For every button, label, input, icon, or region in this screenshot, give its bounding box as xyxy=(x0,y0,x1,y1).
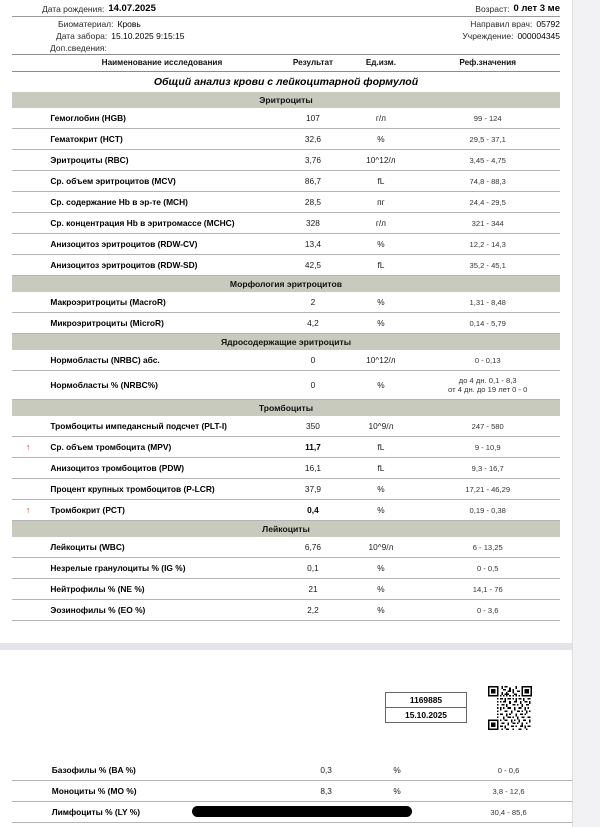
results-table-head xyxy=(12,55,560,72)
table-row xyxy=(12,171,560,192)
table-row xyxy=(12,213,560,234)
patient-meta-block xyxy=(0,0,572,54)
analyte-name: Лимфоциты % (LY %) xyxy=(46,802,291,823)
analyte-reference-range: 0 - 0,13 xyxy=(415,350,560,371)
analyte-reference-range: 29,5 - 37,1 xyxy=(415,129,560,150)
analyte-reference-range: 24,4 - 29,5 xyxy=(415,192,560,213)
table-row xyxy=(12,292,560,313)
analyte-reference-range: 0,14 - 5,79 xyxy=(415,313,560,334)
table-row xyxy=(12,437,560,458)
analyte-result: 2 xyxy=(280,292,347,313)
analyte-unit: fL xyxy=(346,255,415,276)
analyte-unit: % xyxy=(361,760,433,781)
analyte-name: Микроэритроциты (MicroR) xyxy=(44,313,279,334)
results-table-wrapper xyxy=(0,54,572,621)
table-row xyxy=(12,255,560,276)
analyte-name: Анизоцитоз тромбоцитов (PDW) xyxy=(44,458,279,479)
analyte-name: Макроэритроциты (MacroR) xyxy=(44,292,279,313)
referring-doctor-label: Направил врач: xyxy=(470,19,533,29)
analyte-name: Анизоцитоз эритроцитов (RDW-SD) xyxy=(44,255,279,276)
analyte-result: 3,76 xyxy=(280,150,347,171)
flag-cell xyxy=(12,171,44,192)
section-header-row xyxy=(12,334,560,351)
flag-cell xyxy=(12,129,44,150)
analyte-unit: % xyxy=(346,600,415,621)
section-header-label: Эритроциты xyxy=(12,92,560,108)
table-row xyxy=(12,192,560,213)
table-row xyxy=(12,781,584,802)
result-column-header: Результат xyxy=(280,55,347,72)
birthdate-value: 14.07.2025 xyxy=(108,3,156,14)
analyte-reference-range: 247 - 580 xyxy=(415,416,560,437)
birthdate-label: Дата рождения: xyxy=(42,4,105,14)
analyte-result: 350 xyxy=(280,416,347,437)
analyte-result: 107 xyxy=(280,108,347,129)
analyte-name: Эозинофилы % (EO %) xyxy=(44,600,279,621)
analyte-name: Нейтрофилы % (NE %) xyxy=(44,579,279,600)
analyte-name: Нормобласты (NRBC) абс. xyxy=(44,350,279,371)
table-row xyxy=(12,458,560,479)
institution-label: Учреждение: xyxy=(462,31,514,41)
analyte-result: 37,9 xyxy=(280,479,347,500)
section-header-row xyxy=(12,92,560,108)
analyte-result: 28,5 xyxy=(280,192,347,213)
flag-cell xyxy=(12,108,44,129)
analyte-reference-range: 30,4 - 85,6 xyxy=(433,802,584,823)
meta-row-collection-date xyxy=(12,30,560,42)
analyte-reference-range: 14,1 - 76 xyxy=(415,579,560,600)
analyte-unit: % xyxy=(346,500,415,521)
table-row xyxy=(12,479,560,500)
report-title-row xyxy=(12,72,560,93)
analyte-reference-range: 9 - 10,9 xyxy=(415,437,560,458)
analyte-reference-range: 0 - 0,6 xyxy=(433,760,584,781)
analyte-name: Эритроциты (RBC) xyxy=(44,150,279,171)
analyte-result: 8,3 xyxy=(291,781,361,802)
unit-column-header: Ед.изм. xyxy=(346,55,415,72)
analyte-result: 42,5 xyxy=(280,255,347,276)
qr-code xyxy=(488,686,532,730)
analyte-unit: fL xyxy=(346,437,415,458)
flag-cell xyxy=(12,600,44,621)
column-header-row xyxy=(12,55,560,72)
results-table-body xyxy=(12,72,560,621)
biomaterial-label: Биоматериал: xyxy=(58,19,114,29)
flag-cell xyxy=(12,213,44,234)
redaction-bar xyxy=(192,806,412,817)
flag-cell xyxy=(12,234,44,255)
analyte-reference-range: 321 - 344 xyxy=(415,213,560,234)
analyte-name: Процент крупных тромбоцитов (P-LCR) xyxy=(44,479,279,500)
analyte-result: 11,7 xyxy=(280,437,347,458)
table-row xyxy=(12,760,584,781)
analyte-result: 0,1 xyxy=(280,558,347,579)
analyte-reference-range: 99 - 124 xyxy=(415,108,560,129)
analyte-result: 328 xyxy=(280,213,347,234)
analyte-unit: 10^12/л xyxy=(346,350,415,371)
flag-cell xyxy=(12,579,44,600)
analyte-unit: % xyxy=(361,781,433,802)
analyte-name: Базофилы % (BA %) xyxy=(46,760,291,781)
analyte-unit: г/л xyxy=(346,108,415,129)
analyte-result: 0,3 xyxy=(291,760,361,781)
analyte-reference-range: 1,31 - 8,48 xyxy=(415,292,560,313)
table-row xyxy=(12,416,560,437)
flag-cell xyxy=(12,781,46,802)
analyte-name: Анизоцитоз эритроцитов (RDW-CV) xyxy=(44,234,279,255)
meta-row-additional-info xyxy=(12,42,560,54)
analyte-reference-range: 3,8 - 12,6 xyxy=(433,781,584,802)
analyte-reference-range: 35,2 - 45,1 xyxy=(415,255,560,276)
analyte-reference-range: 0,19 - 0,38 xyxy=(415,500,560,521)
reference-column-header: Реф.значения xyxy=(415,55,560,72)
sample-id-number: 1169885 xyxy=(386,693,466,708)
collection-date-value: 15.10.2025 9:15:15 xyxy=(111,31,185,41)
analyte-unit: пг xyxy=(346,192,415,213)
analyte-reference-range: 3,45 - 4,75 xyxy=(415,150,560,171)
flag-cell xyxy=(12,313,44,334)
analyte-unit: 10^9/л xyxy=(346,416,415,437)
analyte-name: Ср. объем тромбоцита (MPV) xyxy=(44,437,279,458)
analyte-name: Ср. содержание Hb в эр-те (MCH) xyxy=(44,192,279,213)
table-row xyxy=(12,558,560,579)
section-header-label: Тромбоциты xyxy=(12,400,560,417)
stamp-area xyxy=(0,686,572,738)
section-header-label: Ядросодержащие эритроциты xyxy=(12,334,560,351)
flag-column-header xyxy=(12,55,44,72)
flag-cell xyxy=(12,292,44,313)
table-row xyxy=(12,537,560,558)
analyte-unit: % xyxy=(346,129,415,150)
age-label: Возраст: xyxy=(475,4,510,14)
analyte-result: 21 xyxy=(280,579,347,600)
analyte-unit: % xyxy=(346,579,415,600)
flag-cell xyxy=(12,760,46,781)
analyte-result: 0 xyxy=(280,371,347,400)
analyte-name: Ср. объем эритроцитов (MCV) xyxy=(44,171,279,192)
analyte-unit: % xyxy=(346,234,415,255)
sample-id-date: 15.10.2025 xyxy=(405,710,447,720)
flag-cell xyxy=(12,537,44,558)
table-row xyxy=(12,579,560,600)
analyte-result: 2,2 xyxy=(280,600,347,621)
analyte-name: Лейкоциты (WBC) xyxy=(44,537,279,558)
analyte-name: Незрелые гранулоциты % (IG %) xyxy=(44,558,279,579)
analyte-reference-range: до 4 дн. 0,1 - 8,3 от 4 дн. до 19 лет 0 - 0 xyxy=(415,371,560,400)
section-header-row xyxy=(12,521,560,538)
arrow-up-icon: ↑ xyxy=(12,437,44,458)
flag-cell xyxy=(12,458,44,479)
analyte-name: Гемоглобин (HGB) xyxy=(44,108,279,129)
sample-id-box xyxy=(385,692,467,723)
analyte-reference-range: 6 - 13,25 xyxy=(415,537,560,558)
analyte-reference-range: 9,3 - 16,7 xyxy=(415,458,560,479)
analyte-unit: % xyxy=(346,313,415,334)
flag-cell xyxy=(12,416,44,437)
table-row xyxy=(12,129,560,150)
analyte-result: 0 xyxy=(280,350,347,371)
analyte-name: Ср. концентрация Hb в эритромассе (MCHC) xyxy=(44,213,279,234)
analyte-result: 13,4 xyxy=(280,234,347,255)
analyte-unit: 10^12/л xyxy=(346,150,415,171)
analyte-unit: fL xyxy=(346,458,415,479)
analyte-unit: % xyxy=(346,558,415,579)
analyte-reference-range: 0 - 3,6 xyxy=(415,600,560,621)
table-row xyxy=(12,600,560,621)
flag-cell xyxy=(12,150,44,171)
analyte-result: 86,7 xyxy=(280,171,347,192)
meta-row-biomaterial xyxy=(12,18,560,30)
age-value: 0 лет 3 ме xyxy=(513,3,560,14)
section-header-label: Морфология эритроцитов xyxy=(12,276,560,293)
analyte-name: Нормобласты % (NRBC%) xyxy=(44,371,279,400)
analyte-unit: fL xyxy=(346,171,415,192)
flag-cell xyxy=(12,479,44,500)
meta-row-birthdate xyxy=(12,3,560,17)
table-row xyxy=(12,234,560,255)
analyte-reference-range: 12,2 - 14,3 xyxy=(415,234,560,255)
report-title: Общий анализ крови с лейкоцитарной формулой xyxy=(153,76,419,88)
flag-cell xyxy=(12,350,44,371)
arrow-up-icon: ↑ xyxy=(12,500,44,521)
analyte-result: 6,76 xyxy=(280,537,347,558)
additional-info-label: Доп.сведения: xyxy=(50,43,107,53)
analyte-unit: 10^9/л xyxy=(346,537,415,558)
results-table xyxy=(12,54,560,621)
table-row xyxy=(12,150,560,171)
analyte-reference-range: 0 - 0,5 xyxy=(415,558,560,579)
collection-date-label: Дата забора: xyxy=(56,31,108,41)
analyte-name: Тромбокрит (PCT) xyxy=(44,500,279,521)
referring-doctor-value: 05792 xyxy=(536,19,560,29)
analyte-unit: % xyxy=(346,292,415,313)
biomaterial-value: Кровь xyxy=(117,19,141,29)
table-row xyxy=(12,500,560,521)
table-row xyxy=(12,108,560,129)
flag-cell xyxy=(12,255,44,276)
table-row xyxy=(12,313,560,334)
section-header-row xyxy=(12,276,560,293)
section-header-row xyxy=(12,400,560,417)
analyte-result: 16,1 xyxy=(280,458,347,479)
section-header-label: Лейкоциты xyxy=(12,521,560,538)
analyte-unit: % xyxy=(346,479,415,500)
flag-cell xyxy=(12,802,46,823)
analyte-reference-range: 17,21 - 46,29 xyxy=(415,479,560,500)
analyte-name: Тромбоциты импедансный подсчет (PLT-I) xyxy=(44,416,279,437)
flag-cell xyxy=(12,558,44,579)
table-row xyxy=(12,350,560,371)
analyte-result: 0,4 xyxy=(280,500,347,521)
analyte-reference-range: 74,8 - 88,3 xyxy=(415,171,560,192)
name-column-header: Наименование исследования xyxy=(44,55,279,72)
page-scrollbar[interactable] xyxy=(572,0,600,827)
table-row xyxy=(12,371,560,400)
analyte-name: Моноциты % (MO %) xyxy=(46,781,291,802)
institution-value: 000004345 xyxy=(517,31,560,41)
flag-cell xyxy=(12,192,44,213)
analyte-result: 32,6 xyxy=(280,129,347,150)
analyte-unit: г/л xyxy=(346,213,415,234)
analyte-result: 4,2 xyxy=(280,313,347,334)
analyte-name: Гематокрит (HCT) xyxy=(44,129,279,150)
analyte-unit: % xyxy=(346,371,415,400)
flag-cell xyxy=(12,371,44,400)
page-separator xyxy=(0,643,572,650)
report-page-two xyxy=(0,650,572,827)
